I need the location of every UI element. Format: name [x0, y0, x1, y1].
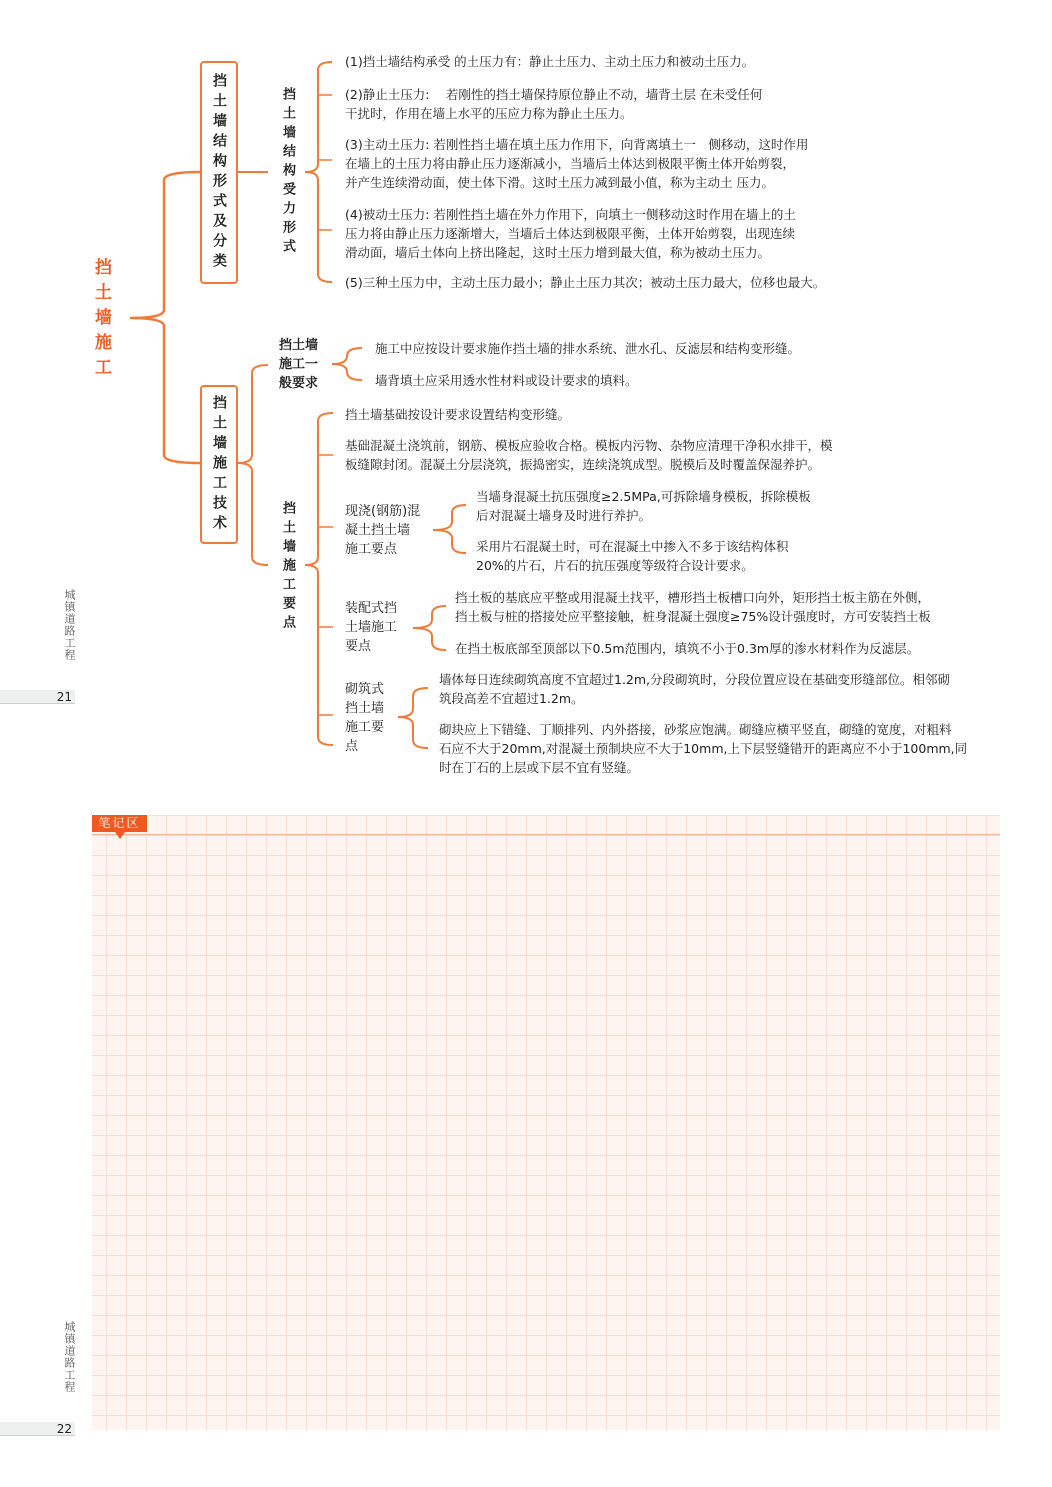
page-number: 22: [0, 1422, 75, 1436]
text-line: 时在丁石的上层或下层不宜有竖缝。: [439, 760, 640, 775]
text-line: 采用片石混凝土时，可在混凝土中掺入不多于该结构体积: [476, 539, 789, 554]
branch-construction-box: [200, 385, 238, 544]
book-title-side: 城镇道路工程: [63, 1321, 76, 1393]
brace-connector: [305, 413, 333, 745]
node-text: [345, 405, 570, 424]
notes-grid-area[interactable]: [92, 815, 1000, 1430]
text-line: 现浇(钢筋)混: [345, 504, 421, 519]
label-line: 挡土墙: [279, 338, 319, 353]
points-label: 挡土墙施工要点: [280, 501, 295, 634]
node-label: [345, 599, 397, 656]
text-line: 挡土板与桩的搭接处应平整接触，桩身混凝土强度≥75%设计强度时，方可安装挡土板: [455, 609, 931, 624]
text-line: 墙体每日连续砌筑高度不宜超过1.2m,分段砌筑时，分段位置应设在基础变形缝部位。相邻砌: [439, 672, 951, 687]
page-number: 21: [0, 690, 75, 704]
text-line: 施工要: [345, 720, 385, 735]
text-line: 点: [345, 739, 359, 754]
text-line: (1)挡土墙结构承受 的土压力有：静止土压力、主动土压力和被动土压力。: [345, 54, 755, 69]
text-line: 在墙上的土压力将由静止压力逐渐减小，当墙后土体达到极限平衡土体开始剪裂，: [345, 156, 796, 171]
text-line: 在挡土板底部至顶部以下0.5m范围内，填筑不小于0.3m厚的渗水材料作为反滤层。: [455, 641, 920, 656]
text-line: 基础混凝土浇筑前，钢筋、模板应验收合格。模板内污物、杂物应清理干净积水排干，模: [345, 438, 833, 453]
brace-connector: [413, 606, 446, 650]
general-item: 施工中应按设计要求施作挡土墙的排水系统、泄水孔、反滤层和结构变形缝。: [375, 341, 801, 356]
text-line: 砌块应上下错缝、丁顺排列、内外搭接，砂浆应饱满。砌缝应横平竖直，砌缝的宽度，对粗料: [439, 722, 952, 737]
text-line: 石应不大于20mm,对混凝土预制块应不大于10mm,上下层竖缝错开的距离应不小于100mm,同: [439, 741, 968, 756]
main-title: 挡土墙施工: [91, 258, 111, 383]
brace-connector: [433, 505, 466, 553]
text-line: 施工要点: [345, 542, 398, 557]
book-title-side: 城镇道路工程: [63, 589, 76, 661]
text-line: 要点: [345, 639, 372, 654]
branch-construction-label: 挡土墙施工技术: [211, 394, 227, 535]
node-text: [476, 487, 811, 525]
sub-structure-label: 挡土墙结构受力形式: [280, 87, 295, 258]
node-text: [345, 52, 754, 71]
text-line: 压力将由静止压力逐渐增大，当墙后土体达到极限平衡，土体开始剪裂，出现连续: [345, 226, 796, 241]
brace-connector: [237, 365, 268, 565]
text-line: 滑动面，墙后土体向上挤出隆起，这时土压力增到最大值，称为被动土压力。: [345, 245, 771, 260]
general-item: 墙背填土应采用透水性材料或设计要求的填料。: [375, 373, 638, 388]
node-text: [439, 720, 967, 777]
label-line: 般要求: [279, 376, 319, 391]
text-line: 后对混凝土墙身及时进行养护。: [476, 508, 652, 523]
label-line: 施工一: [279, 357, 319, 372]
text-line: 装配式挡: [345, 601, 398, 616]
brace-connector: [398, 688, 428, 748]
node-text: [345, 205, 796, 262]
brace-connector: [130, 172, 200, 463]
notes-label: 笔记区: [92, 815, 147, 832]
text-line: (2)静止土压力: 若刚性的挡土墙保持原位静止不动，墙背土层 在未受任何: [345, 87, 763, 102]
general-label: [279, 336, 318, 393]
text-line: 挡土墙: [345, 701, 385, 716]
text-line: 挡土板的基底应平整或用混凝土找平，槽形挡土板槽口向外，矩形挡土板主筋在外侧，: [455, 590, 931, 605]
brace-connector: [305, 62, 332, 282]
node-text: [455, 588, 931, 626]
node-label: [345, 502, 420, 559]
text-line: 筑段高差不宜超过1.2m。: [439, 691, 584, 706]
node-text: [345, 135, 808, 192]
text-line: 土墙施工: [345, 620, 398, 635]
notes-divider: [92, 834, 1000, 835]
text-line: 板缝隙封闭。混凝土分层浇筑，振捣密实，连续浇筑成型。脱模后及时覆盖保湿养护。: [345, 457, 821, 472]
text-line: (3)主动土压力: 若刚性挡土墙在填土压力作用下，向背离填土一 侧移动，这时作用: [345, 137, 809, 152]
node-label: [345, 680, 384, 756]
node-text: [345, 436, 833, 474]
text-line: 干扰时，作用在墙上水平的压应力称为静止土压力。: [345, 106, 633, 121]
text-line: 凝土挡土墙: [345, 523, 411, 538]
notes-label-pointer: [115, 832, 125, 839]
text-line: 并产生连续滑动面，使土体下滑。这时土压力减到最小值，称为主动土 压力。: [345, 175, 774, 190]
text-line: 砌筑式: [345, 682, 385, 697]
text-line: (5)三种土压力中，主动土压力最小；静止土压力其次；被动土压力最大，位移也最大。: [345, 275, 826, 290]
text-line: (4)被动土压力: 若刚性挡土墙在外力作用下，向填土一侧移动这时作用在墙上的土: [345, 207, 796, 222]
brace-connector: [332, 348, 362, 380]
branch-structure-box: [200, 61, 238, 284]
node-text: [455, 639, 919, 658]
text-line: 20%的片石，片石的抗压强度等级符合设计要求。: [476, 558, 754, 573]
node-text: [345, 85, 762, 123]
node-text: [345, 273, 825, 292]
branch-structure-label: 挡土墙结构形式及分类: [211, 72, 227, 273]
text-line: 挡土墙基础按设计要求设置结构变形缝。: [345, 407, 571, 422]
node-text: [476, 537, 789, 575]
node-text: [439, 670, 950, 708]
text-line: 当墙身混凝土抗压强度≥2.5MPa,可拆除墙身模板，拆除模板: [476, 489, 811, 504]
